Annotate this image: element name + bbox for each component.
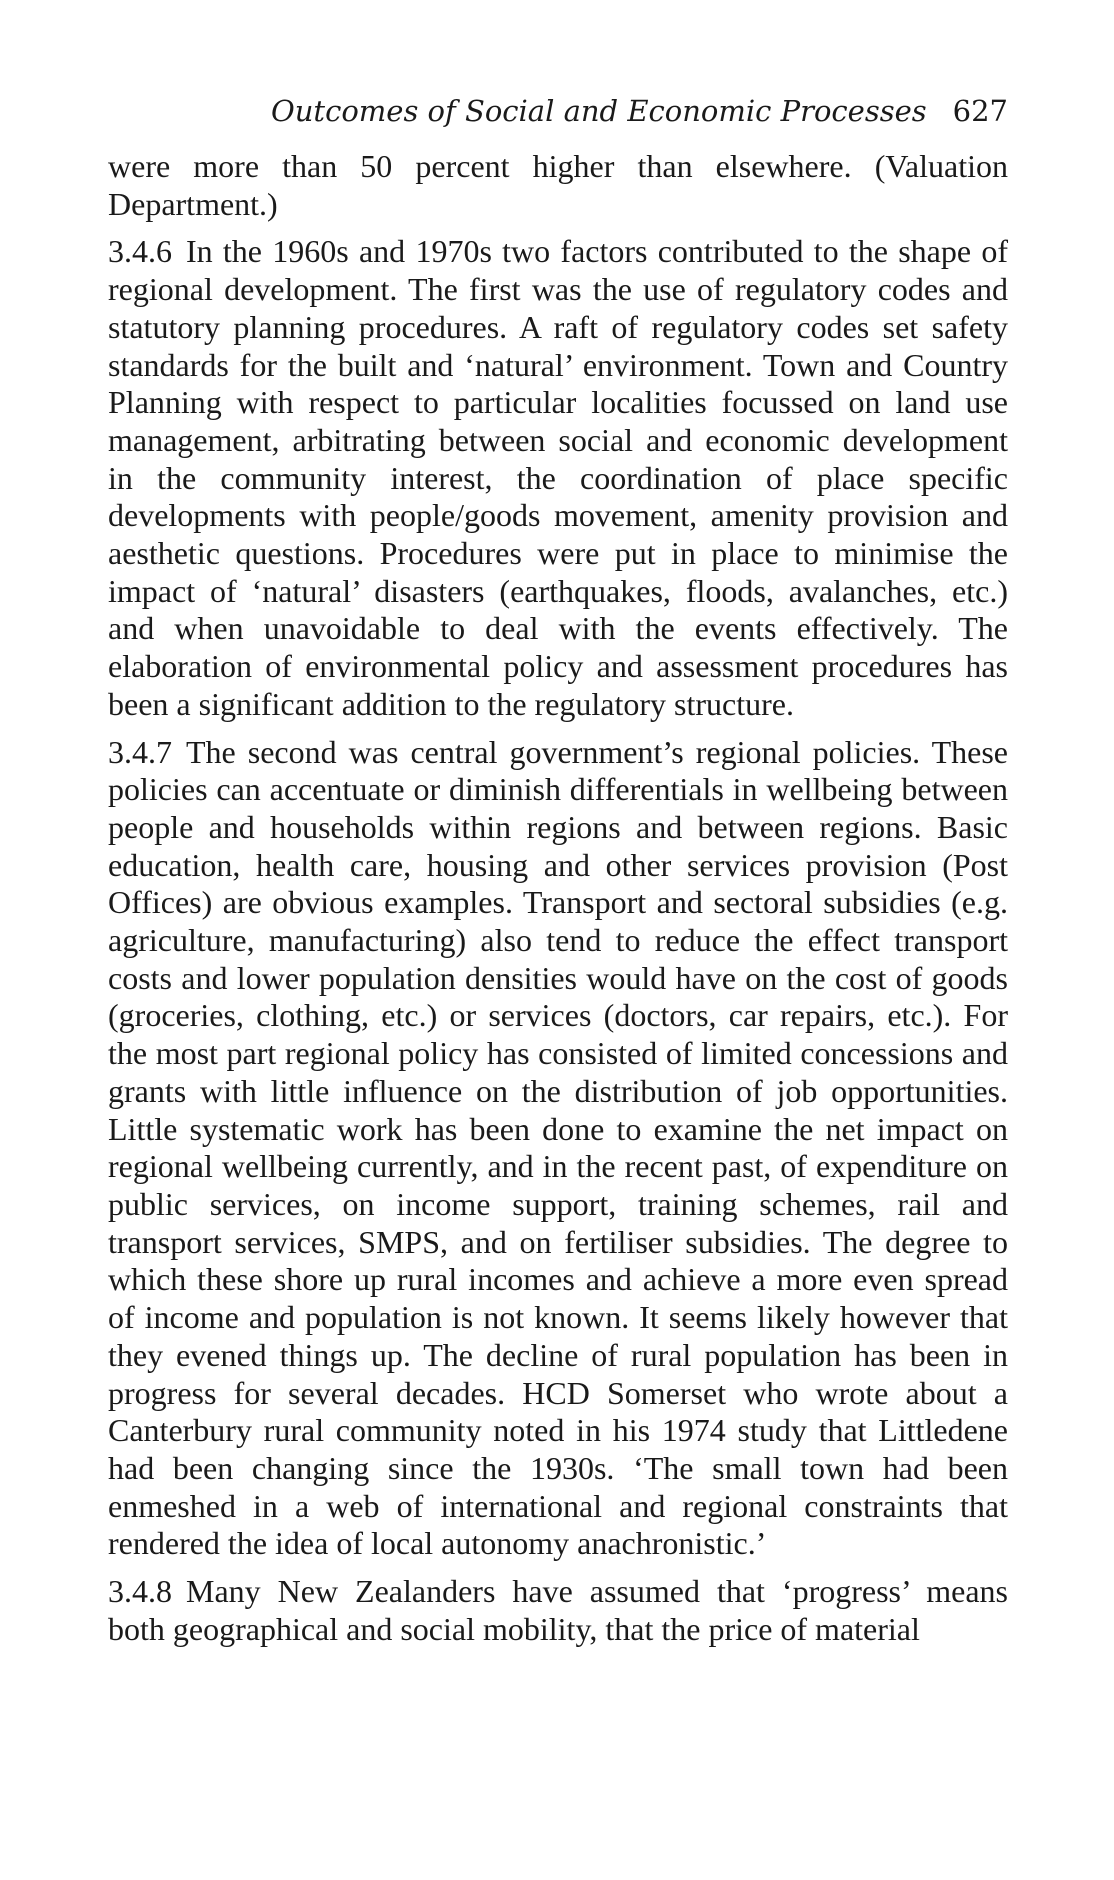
paragraph-text: Many New Zealanders have assumed that ‘progress’ means both geographical and social mobility, that the price of material xyxy=(108,1573,1008,1647)
paragraph-text: In the 1960s and 1970s two factors contributed to the shape of regional development. The first was the use of regulatory codes and statutory planning procedures. A raft of regulatory codes set safety standards for the built and ‘natural’ environment. Town and Country Planning with respect to particular localities focussed on land use management, arbitrating between social and economic development in the community interest, the coordination of place specific developments with people/goods movement, amenity provision and aesthetic questions. Procedures were put in place to minimise the impact of ‘natural’ disasters (earthquakes, floods, avalanches, etc.) and when unavoidable to deal with the events effectively. The elaboration of environmental policy and assessment procedures has been a significant addition to the regulatory structure. xyxy=(108,233,1008,722)
paragraph-3-4-8 xyxy=(108,1573,1008,1648)
page-number: 627 xyxy=(952,94,1008,128)
paragraph-text: The second was central government’s regional policies. These policies can accentuate or diminish differentials in wellbeing between people and households within regions and between regions. Basic education, health care, housing and other services provision (Post Offices) are obvious examples. Transport and sectoral subsidies (e.g. agriculture, manufacturing) also tend to reduce the effect transport costs and lower population densities would have on the cost of goods (groceries, clothing, etc.) or services (doctors, car repairs, etc.). For the most part regional policy has consisted of limited concessions and grants with little influence on the distribution of job opportunities. Little systematic work has been done to examine the net impact on regional wellbeing currently, and in the recent past, of expenditure on public services, on income support, training schemes, rail and transport services, SMPS, and on fertiliser subsidies. The degree to which these shore up rural incomes and achieve a more even spread of income and population is not known. It seems likely however that they evened things up. The decline of rural population has been in progress for several decades. HCD Somerset who wrote about a Canterbury rural community noted in his 1974 study that Littledene had been changing since the 1930s. ‘The small town had been enmeshed in a web of international and regional constraints that rendered the idea of local autonomy anachronistic.’ xyxy=(108,733,1008,1562)
paragraph-continuation xyxy=(108,148,1008,223)
paragraph-text: were more than 50 percent higher than elsewhere. (Valuation Department.) xyxy=(108,148,1008,222)
section-number: 3.4.7 xyxy=(108,733,172,770)
section-number: 3.4.6 xyxy=(108,233,172,270)
paragraph-3-4-6 xyxy=(108,233,1008,723)
paragraph-3-4-7 xyxy=(108,734,1008,1563)
book-page xyxy=(108,92,1008,1658)
running-title: Outcomes of Social and Economic Processes xyxy=(270,94,927,128)
running-head xyxy=(108,92,1008,130)
section-number: 3.4.8 xyxy=(108,1573,172,1610)
